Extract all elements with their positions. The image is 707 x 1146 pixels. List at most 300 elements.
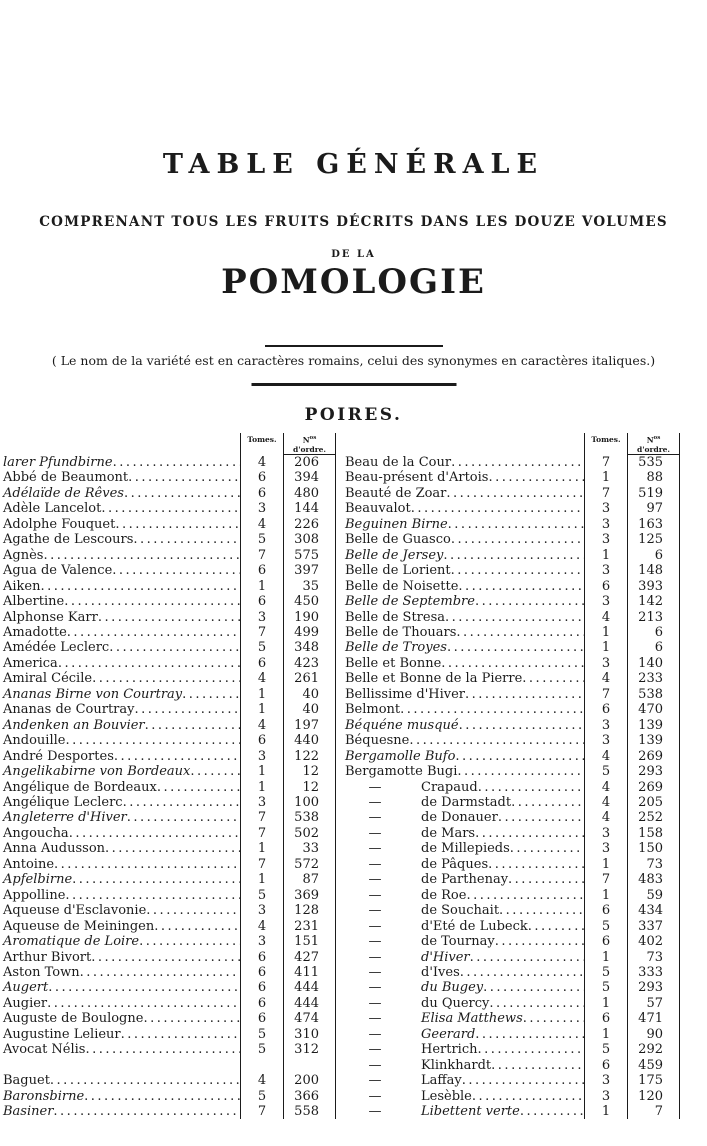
entry-name-cell <box>2 996 240 1011</box>
dot-leader <box>522 671 584 686</box>
entry-name-cell <box>344 780 584 795</box>
entry-name-cell <box>344 888 584 903</box>
table-gap-row <box>2 1058 336 1073</box>
entry-tome: 5 <box>240 888 284 903</box>
table-row <box>2 563 336 578</box>
entry-name: Geerard <box>421 1026 476 1042</box>
entry-tome: 7 <box>584 687 628 702</box>
dot-leader <box>483 980 584 995</box>
entry-tome: 5 <box>240 1027 284 1042</box>
dot-leader <box>65 733 240 748</box>
ditto-dash: — <box>368 934 382 950</box>
entry-tome: 4 <box>240 718 284 733</box>
dot-leader <box>85 1042 240 1057</box>
entry-name: Beauté de Zoar <box>345 485 447 501</box>
entry-name-cell <box>344 826 584 841</box>
ditto-dash: — <box>368 1088 382 1104</box>
entry-name-cell <box>2 764 240 779</box>
entry-name-cell <box>344 733 584 748</box>
dot-leader <box>491 1058 584 1073</box>
table-row <box>344 455 680 470</box>
entry-name-cell <box>2 934 240 949</box>
dot-leader <box>123 795 240 810</box>
column-headers <box>2 433 336 455</box>
entry-name: Beguinen Birne <box>345 516 448 532</box>
entry-name: Agua de Valence <box>3 563 113 579</box>
entry-name-cell <box>344 548 584 563</box>
dot-leader <box>64 594 240 609</box>
entry-tome: 5 <box>240 1042 284 1057</box>
table-row <box>2 733 336 748</box>
entry-ordre: 293 <box>628 764 680 779</box>
entry-name: Belle de Stresa <box>345 609 445 625</box>
entry-ordre: 312 <box>284 1042 336 1057</box>
table-row <box>2 764 336 779</box>
entry-name: Augustine Lelieur <box>3 1026 121 1042</box>
table-row <box>344 980 680 995</box>
table-row <box>344 501 680 516</box>
entry-ordre: 269 <box>628 780 680 795</box>
entry-name: Arthur Bivort <box>3 949 92 965</box>
entry-tome: 3 <box>584 501 628 516</box>
dot-leader <box>112 563 240 578</box>
table-row <box>344 702 680 717</box>
entry-name: Belle de Septembre <box>345 594 475 610</box>
entry-ordre: 88 <box>628 470 680 485</box>
entry-name-cell <box>2 1104 240 1119</box>
dot-leader <box>455 749 584 764</box>
entry-tome: 1 <box>240 579 284 594</box>
table-row <box>2 810 336 825</box>
ditto-dash: — <box>368 1026 382 1042</box>
table-row <box>2 841 336 856</box>
dot-leader <box>190 764 240 779</box>
entry-name-cell <box>344 934 584 949</box>
dot-leader <box>80 965 240 980</box>
entry-tome: 6 <box>584 934 628 949</box>
entry-name: Agnès <box>3 547 44 563</box>
ditto-dash: — <box>368 1011 382 1027</box>
entry-tome: 1 <box>584 625 628 640</box>
entry-name-cell <box>2 888 240 903</box>
entry-name-cell <box>344 671 584 686</box>
entry-name-cell <box>2 640 240 655</box>
entry-name-cell <box>2 610 240 625</box>
divider-rule-top <box>265 345 443 347</box>
entry-tome: 4 <box>584 749 628 764</box>
entry-name: Basiner <box>3 1104 54 1120</box>
entry-tome: 5 <box>584 980 628 995</box>
dot-leader <box>48 980 240 995</box>
entry-name-cell <box>2 795 240 810</box>
entry-name-cell <box>344 702 584 717</box>
entry-name: de Pâques <box>421 856 489 872</box>
entry-name: Adèle Lancelot <box>3 501 102 517</box>
table-row <box>2 749 336 764</box>
entry-name: Angelikabirne von Bordeaux <box>3 764 191 780</box>
entry-name-cell <box>344 841 584 856</box>
table-row <box>344 563 680 578</box>
entry-name: Belle de Lorient <box>345 563 451 579</box>
entry-tome: 3 <box>240 501 284 516</box>
ordre-header-sup: os <box>653 435 661 441</box>
entry-name: Belle de Jersey <box>345 547 444 563</box>
entry-name-cell <box>2 517 240 532</box>
entry-ordre: 73 <box>628 950 680 965</box>
entry-name-cell <box>344 1042 584 1057</box>
entry-tome: 5 <box>584 764 628 779</box>
table-row <box>2 532 336 547</box>
entry-ordre: 348 <box>284 640 336 655</box>
entry-ordre: 538 <box>628 687 680 702</box>
entry-name: Belle de Thouars <box>345 624 457 640</box>
entry-ordre: 140 <box>628 656 680 671</box>
entry-tome: 6 <box>584 1058 628 1073</box>
table-row <box>344 733 680 748</box>
entry-name-cell <box>2 656 240 671</box>
entry-tome: 4 <box>584 671 628 686</box>
entry-tome: 6 <box>240 996 284 1011</box>
ditto-dash: — <box>368 887 382 903</box>
entry-tome: 5 <box>240 532 284 547</box>
entry-name-cell <box>2 1042 240 1057</box>
dot-leader <box>84 1089 240 1104</box>
index-column-left <box>2 433 336 1119</box>
entry-name-cell <box>2 563 240 578</box>
work-title: POMOLOGIE <box>221 262 486 302</box>
entry-name-cell <box>344 795 584 810</box>
table-row <box>2 980 336 995</box>
ordre-header-line2: d'ordre. <box>292 444 327 454</box>
entry-name-cell <box>344 919 584 934</box>
entry-name: Apfelbirne <box>3 872 73 888</box>
entry-ordre: 444 <box>284 996 336 1011</box>
entry-name: Aiken <box>3 578 41 594</box>
entry-name: Alphonse Karr <box>3 609 98 625</box>
entry-ordre: 12 <box>284 780 336 795</box>
entry-name: Adélaïde de Rêves <box>3 485 124 501</box>
entry-ordre: 444 <box>284 980 336 995</box>
entry-tome: 3 <box>584 733 628 748</box>
entry-name: Amadotte <box>3 624 67 640</box>
table-row <box>2 640 336 655</box>
entry-tome: 5 <box>240 640 284 655</box>
entry-ordre: 538 <box>284 810 336 825</box>
entry-name-cell <box>344 903 584 918</box>
entry-tome: 6 <box>584 702 628 717</box>
entry-ordre: 57 <box>628 996 680 1011</box>
dot-leader <box>462 1073 584 1088</box>
entry-ordre: 122 <box>284 749 336 764</box>
entry-ordre: 226 <box>284 517 336 532</box>
entry-ordre: 6 <box>628 548 680 563</box>
table-row <box>344 810 680 825</box>
dot-leader <box>54 857 240 872</box>
dot-leader <box>72 872 240 887</box>
dot-leader <box>489 996 584 1011</box>
ditto-dash: — <box>368 980 382 996</box>
entry-name: Amédée Leclerc <box>3 640 110 656</box>
entry-name-cell <box>2 1073 240 1088</box>
entry-tome: 7 <box>584 486 628 501</box>
entry-ordre: 142 <box>628 594 680 609</box>
table-row <box>2 888 336 903</box>
dot-leader <box>409 733 584 748</box>
table-row <box>344 795 680 810</box>
entry-tome: 3 <box>240 903 284 918</box>
dot-leader <box>511 795 584 810</box>
entry-name-cell <box>2 1058 240 1073</box>
entry-name: Aston Town <box>3 964 80 980</box>
entry-ordre: 450 <box>284 594 336 609</box>
table-row <box>344 687 680 702</box>
dot-leader <box>92 671 240 686</box>
entry-name: de Donauer <box>421 810 498 826</box>
entry-ordre: 233 <box>628 671 680 686</box>
table-row <box>344 934 680 949</box>
dot-leader <box>145 718 240 733</box>
entry-tome: 4 <box>240 671 284 686</box>
entry-name: Béquéne musqué <box>345 717 459 733</box>
entry-ordre: 200 <box>284 1073 336 1088</box>
dot-leader <box>47 996 240 1011</box>
table-row <box>344 841 680 856</box>
entry-tome: 7 <box>240 810 284 825</box>
entry-tome: 3 <box>584 517 628 532</box>
entry-ordre: 144 <box>284 501 336 516</box>
entry-name-cell <box>344 1027 584 1042</box>
entry-name: de Tournay <box>421 934 495 950</box>
entry-name-cell <box>344 1089 584 1104</box>
dela-text: DE LA <box>331 249 376 260</box>
entry-name-cell <box>2 579 240 594</box>
entry-name: du Quercy <box>421 995 490 1011</box>
entry-ordre: 397 <box>284 563 336 578</box>
dot-leader <box>488 857 584 872</box>
entry-name: Bergamotte Bugi <box>345 764 458 780</box>
entry-ordre: 158 <box>628 826 680 841</box>
entry-name: Lesèble <box>421 1088 472 1104</box>
entry-ordre: 206 <box>284 455 336 470</box>
entry-name: Ananas de Courtray <box>3 702 135 718</box>
entry-name: Adolphe Fouquet <box>3 516 116 532</box>
entry-name: America <box>3 655 58 671</box>
table-left-rows <box>2 455 336 1119</box>
table-row <box>2 872 336 887</box>
ditto-dash: — <box>368 995 382 1011</box>
dot-leader <box>470 950 584 965</box>
table-row <box>2 517 336 532</box>
ditto-dash: — <box>368 918 382 934</box>
entry-name-cell <box>344 656 584 671</box>
section-heading-poires: POIRES. <box>304 405 403 425</box>
entry-ordre: 502 <box>284 826 336 841</box>
entry-ordre: 120 <box>628 1089 680 1104</box>
ditto-dash: — <box>368 1104 382 1120</box>
entry-name-cell <box>2 532 240 547</box>
table-row <box>344 749 680 764</box>
dot-leader <box>466 888 584 903</box>
dot-leader <box>458 579 584 594</box>
entry-name: de Souchait <box>421 903 500 919</box>
entry-tome: 7 <box>240 548 284 563</box>
entry-name-cell <box>2 1089 240 1104</box>
ordre-header-line2: d'ordre. <box>636 444 671 454</box>
table-row <box>344 1058 680 1073</box>
table-row <box>2 548 336 563</box>
table-row <box>2 501 336 516</box>
table-row <box>2 594 336 609</box>
entry-tome: 7 <box>240 1104 284 1119</box>
entry-name-cell <box>344 872 584 887</box>
entry-tome: 6 <box>240 594 284 609</box>
entry-name-cell <box>2 841 240 856</box>
entry-ordre: 261 <box>284 671 336 686</box>
entry-name-cell <box>344 470 584 485</box>
entry-name: Elisa Matthews <box>421 1011 523 1027</box>
typography-note: ( Le nom de la variété est en caractères romains, celui des synonymes en caractères italiques.) <box>51 353 656 368</box>
dot-leader <box>43 548 240 563</box>
dot-leader <box>91 950 240 965</box>
entry-tome: 4 <box>240 517 284 532</box>
entry-ordre: 572 <box>284 857 336 872</box>
dot-leader <box>58 656 240 671</box>
table-row <box>2 486 336 501</box>
entry-tome: 1 <box>584 548 628 563</box>
entry-name: de Parthenay <box>421 872 509 888</box>
entry-name-cell <box>344 980 584 995</box>
entry-tome: 6 <box>240 486 284 501</box>
table-row <box>344 1089 680 1104</box>
entry-tome: 7 <box>584 872 628 887</box>
entry-ordre: 35 <box>284 579 336 594</box>
entry-ordre: 59 <box>628 888 680 903</box>
table-row <box>2 1042 336 1057</box>
entry-ordre: 231 <box>284 919 336 934</box>
entry-name: Klinkhardt <box>421 1057 492 1073</box>
entry-name-cell <box>344 455 584 470</box>
dot-leader <box>67 625 240 640</box>
dot-leader <box>475 1027 584 1042</box>
entry-ordre: 205 <box>628 795 680 810</box>
table-row <box>2 919 336 934</box>
table-row <box>344 965 680 980</box>
table-row <box>2 687 336 702</box>
entry-ordre: 308 <box>284 532 336 547</box>
entry-name: Belle de Guasco <box>345 532 451 548</box>
dot-leader <box>457 764 584 779</box>
table-row <box>344 517 680 532</box>
dot-leader <box>128 470 240 485</box>
entry-ordre: 411 <box>284 965 336 980</box>
table-row <box>344 594 680 609</box>
dot-leader <box>478 1042 585 1057</box>
entry-ordre: 333 <box>628 965 680 980</box>
page-subtitle: COMPRENANT TOUS LES FRUITS DÉCRITS DANS LES DOUZE VOLUMES <box>39 214 668 230</box>
dot-leader <box>499 903 584 918</box>
entry-name: Belmont <box>345 702 401 718</box>
entry-name: Antoine <box>3 856 55 872</box>
dot-leader <box>475 826 584 841</box>
entry-name-cell <box>2 857 240 872</box>
table-row <box>2 470 336 485</box>
table-row <box>2 579 336 594</box>
table-right-rows <box>344 455 680 1119</box>
table-row <box>344 610 680 625</box>
dot-leader <box>41 579 241 594</box>
entry-name-cell <box>2 470 240 485</box>
entry-ordre: 33 <box>284 841 336 856</box>
dot-leader <box>451 455 584 470</box>
entry-name-cell <box>2 980 240 995</box>
dot-leader <box>114 749 240 764</box>
entry-ordre: 269 <box>628 749 680 764</box>
entry-ordre: 6 <box>628 625 680 640</box>
entry-name-cell <box>344 625 584 640</box>
entry-name: André Desportes <box>3 748 114 764</box>
entry-tome: 3 <box>584 1073 628 1088</box>
entry-ordre: 459 <box>628 1058 680 1073</box>
entry-tome: 6 <box>584 1011 628 1026</box>
table-row <box>344 1042 680 1057</box>
table-row <box>2 610 336 625</box>
entry-name: Amiral Cécile <box>3 671 93 687</box>
ordre-header-n: N <box>646 435 654 445</box>
entry-ordre: 213 <box>628 610 680 625</box>
entry-ordre: 163 <box>628 517 680 532</box>
entry-tome: 5 <box>584 1042 628 1057</box>
entry-tome: 6 <box>240 965 284 980</box>
table-row <box>2 934 336 949</box>
entry-name-cell <box>2 687 240 702</box>
entry-ordre: 151 <box>284 934 336 949</box>
entry-ordre: 148 <box>628 563 680 578</box>
entry-name: Aqueuse de Meiningen <box>3 918 155 934</box>
table-row <box>344 950 680 965</box>
entry-tome: 4 <box>584 795 628 810</box>
entry-tome: 3 <box>584 594 628 609</box>
table-row <box>2 1073 336 1088</box>
entry-ordre: 575 <box>284 548 336 563</box>
entry-tome: 1 <box>240 687 284 702</box>
ditto-dash: — <box>368 903 382 919</box>
entry-name: de Millepieds <box>421 841 510 857</box>
entry-name-cell <box>344 1104 584 1119</box>
entry-tome: 6 <box>240 980 284 995</box>
entry-name-cell <box>344 640 584 655</box>
entry-name-cell <box>344 810 584 825</box>
entry-name: Augier <box>3 995 48 1011</box>
entry-name-cell <box>2 625 240 640</box>
entry-name: Anna Audusson <box>3 841 106 857</box>
entry-name: Angleterre d'Hiver <box>3 810 127 826</box>
ditto-dash: — <box>368 794 382 810</box>
entry-name: Laffay <box>421 1073 462 1089</box>
name-header-spacer <box>2 433 240 455</box>
dot-leader <box>124 486 240 501</box>
entry-tome: 1 <box>240 764 284 779</box>
entry-ordre: 197 <box>284 718 336 733</box>
entry-ordre: 97 <box>628 501 680 516</box>
table-row <box>344 671 680 686</box>
table-row <box>2 1089 336 1104</box>
entry-tome: 1 <box>584 470 628 485</box>
entry-name: Aromatique de Loire <box>3 934 140 950</box>
entry-name: Belle de Troyes <box>345 640 447 656</box>
entry-tome: 5 <box>240 1089 284 1104</box>
table-row <box>2 857 336 872</box>
dot-leader <box>98 610 240 625</box>
